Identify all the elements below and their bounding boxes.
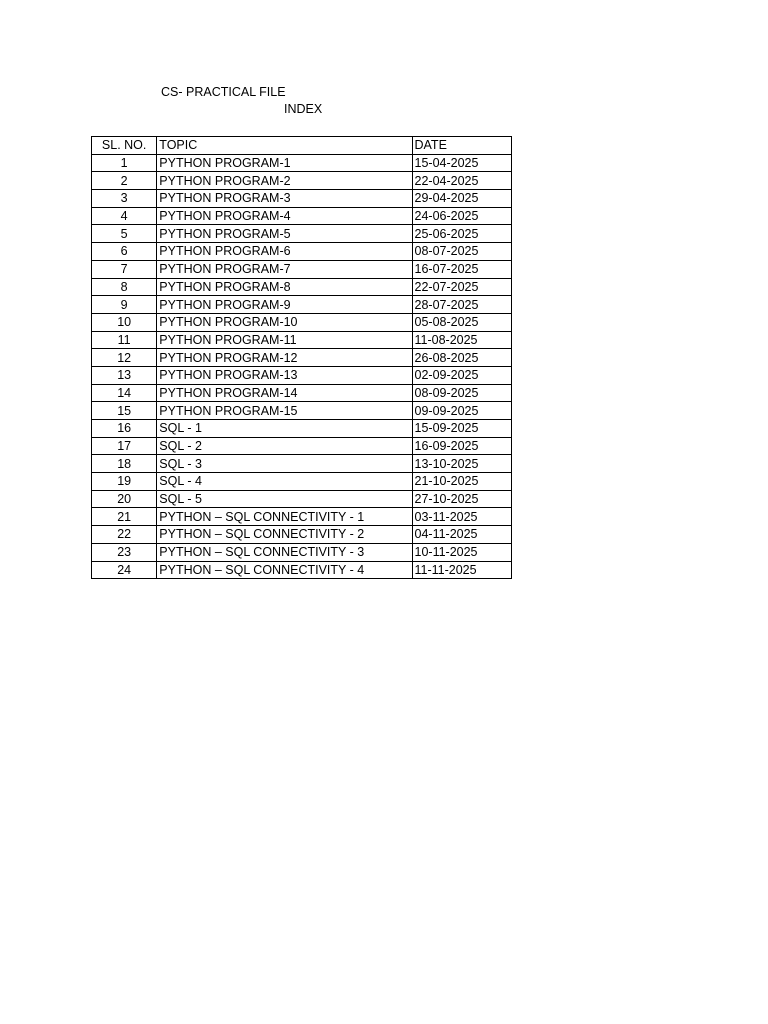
- table-row: [92, 526, 512, 544]
- cell-topic: PYTHON PROGRAM-9: [157, 296, 412, 314]
- cell-topic: PYTHON PROGRAM-7: [157, 260, 412, 278]
- cell-date: 13-10-2025: [412, 455, 512, 473]
- cell-topic: PYTHON PROGRAM-3: [157, 190, 412, 208]
- cell-date: 11-08-2025: [412, 331, 512, 349]
- table-row: [92, 243, 512, 261]
- table-row: [92, 420, 512, 438]
- cell-sl-no: 7: [92, 260, 157, 278]
- cell-date: 28-07-2025: [412, 296, 512, 314]
- cell-topic: PYTHON – SQL CONNECTIVITY - 4: [157, 561, 412, 579]
- table-row: [92, 508, 512, 526]
- cell-sl-no: 23: [92, 543, 157, 561]
- cell-topic: PYTHON PROGRAM-6: [157, 243, 412, 261]
- cell-sl-no: 19: [92, 473, 157, 491]
- table-row: [92, 455, 512, 473]
- cell-sl-no: 20: [92, 490, 157, 508]
- index-table-header: [92, 137, 512, 155]
- table-row: [92, 154, 512, 172]
- table-row: [92, 366, 512, 384]
- table-row: [92, 561, 512, 579]
- cell-topic: SQL - 3: [157, 455, 412, 473]
- cell-date: 08-09-2025: [412, 384, 512, 402]
- header-topic: TOPIC: [157, 137, 412, 155]
- cell-sl-no: 4: [92, 207, 157, 225]
- cell-sl-no: 5: [92, 225, 157, 243]
- cell-topic: PYTHON PROGRAM-13: [157, 366, 412, 384]
- cell-date: 05-08-2025: [412, 313, 512, 331]
- cell-date: 22-04-2025: [412, 172, 512, 190]
- cell-date: 26-08-2025: [412, 349, 512, 367]
- cell-date: 02-09-2025: [412, 366, 512, 384]
- table-row: [92, 190, 512, 208]
- table-row: [92, 278, 512, 296]
- cell-topic: PYTHON PROGRAM-5: [157, 225, 412, 243]
- cell-sl-no: 21: [92, 508, 157, 526]
- cell-sl-no: 8: [92, 278, 157, 296]
- header-date: DATE: [412, 137, 512, 155]
- cell-date: 04-11-2025: [412, 526, 512, 544]
- cell-date: 15-04-2025: [412, 154, 512, 172]
- cell-topic: PYTHON – SQL CONNECTIVITY - 3: [157, 543, 412, 561]
- cell-topic: PYTHON PROGRAM-11: [157, 331, 412, 349]
- cell-sl-no: 22: [92, 526, 157, 544]
- document-subtitle: INDEX: [284, 102, 323, 116]
- cell-topic: PYTHON PROGRAM-2: [157, 172, 412, 190]
- table-row: [92, 349, 512, 367]
- cell-sl-no: 17: [92, 437, 157, 455]
- cell-date: 24-06-2025: [412, 207, 512, 225]
- table-row: [92, 402, 512, 420]
- cell-topic: PYTHON PROGRAM-10: [157, 313, 412, 331]
- cell-sl-no: 2: [92, 172, 157, 190]
- cell-sl-no: 6: [92, 243, 157, 261]
- table-row: [92, 490, 512, 508]
- table-row: [92, 437, 512, 455]
- cell-topic: PYTHON PROGRAM-1: [157, 154, 412, 172]
- cell-date: 22-07-2025: [412, 278, 512, 296]
- cell-topic: SQL - 4: [157, 473, 412, 491]
- cell-date: 10-11-2025: [412, 543, 512, 561]
- header-row: [92, 137, 512, 155]
- cell-date: 03-11-2025: [412, 508, 512, 526]
- cell-date: 11-11-2025: [412, 561, 512, 579]
- cell-date: 16-09-2025: [412, 437, 512, 455]
- cell-topic: SQL - 1: [157, 420, 412, 438]
- document-title: CS- PRACTICAL FILE: [161, 85, 286, 99]
- cell-date: 09-09-2025: [412, 402, 512, 420]
- cell-sl-no: 3: [92, 190, 157, 208]
- cell-date: 15-09-2025: [412, 420, 512, 438]
- cell-topic: PYTHON – SQL CONNECTIVITY - 2: [157, 526, 412, 544]
- cell-date: 29-04-2025: [412, 190, 512, 208]
- cell-topic: PYTHON PROGRAM-4: [157, 207, 412, 225]
- cell-sl-no: 9: [92, 296, 157, 314]
- table-row: [92, 260, 512, 278]
- cell-date: 25-06-2025: [412, 225, 512, 243]
- cell-sl-no: 1: [92, 154, 157, 172]
- cell-topic: PYTHON PROGRAM-12: [157, 349, 412, 367]
- cell-date: 27-10-2025: [412, 490, 512, 508]
- table-row: [92, 543, 512, 561]
- cell-sl-no: 15: [92, 402, 157, 420]
- cell-date: 21-10-2025: [412, 473, 512, 491]
- cell-sl-no: 16: [92, 420, 157, 438]
- table-row: [92, 172, 512, 190]
- cell-topic: PYTHON PROGRAM-14: [157, 384, 412, 402]
- table-row: [92, 296, 512, 314]
- table-row: [92, 207, 512, 225]
- cell-topic: PYTHON – SQL CONNECTIVITY - 1: [157, 508, 412, 526]
- cell-sl-no: 11: [92, 331, 157, 349]
- cell-sl-no: 18: [92, 455, 157, 473]
- cell-date: 08-07-2025: [412, 243, 512, 261]
- cell-sl-no: 24: [92, 561, 157, 579]
- header-sl-no: SL. NO.: [92, 137, 157, 155]
- cell-topic: PYTHON PROGRAM-8: [157, 278, 412, 296]
- cell-sl-no: 14: [92, 384, 157, 402]
- table-row: [92, 473, 512, 491]
- table-row: [92, 225, 512, 243]
- table-row: [92, 313, 512, 331]
- cell-sl-no: 13: [92, 366, 157, 384]
- cell-topic: PYTHON PROGRAM-15: [157, 402, 412, 420]
- cell-date: 16-07-2025: [412, 260, 512, 278]
- cell-sl-no: 10: [92, 313, 157, 331]
- index-table-body: [92, 154, 512, 579]
- index-table: [91, 136, 512, 579]
- cell-topic: SQL - 2: [157, 437, 412, 455]
- cell-sl-no: 12: [92, 349, 157, 367]
- table-row: [92, 384, 512, 402]
- cell-topic: SQL - 5: [157, 490, 412, 508]
- table-row: [92, 331, 512, 349]
